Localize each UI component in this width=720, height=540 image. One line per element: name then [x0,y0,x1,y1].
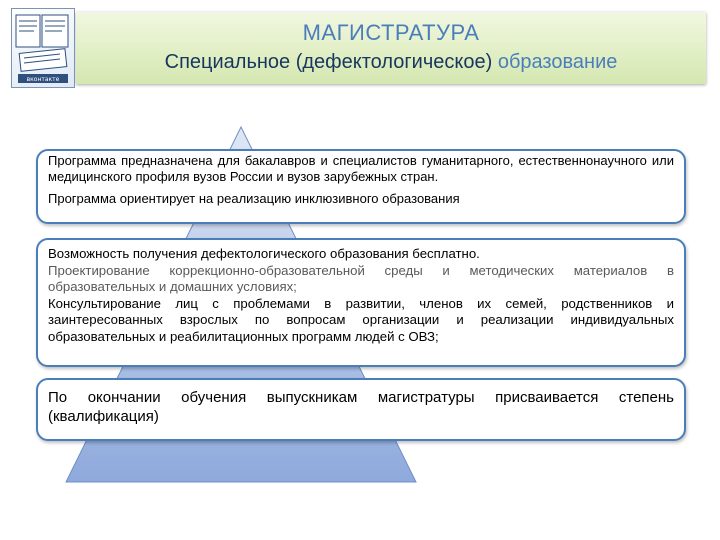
program-audience-text: Программа предназначена для бакалавров и специалистов гуманитарного, естественнонаучного или медицинского профиля вузов России и вузов зарубежных стран. [48,153,674,185]
qualification-text: По окончании обучения выпускникам магистратуры присваивается степень (квалификация) [48,389,674,425]
program-description-box [36,149,686,224]
qualification-box [36,378,686,441]
page-title: МАГИСТРАТУРА [302,20,480,45]
subtitle-light-part: образование [497,51,618,73]
subtitle-dark-part: Специальное (дефектологическое) [164,51,493,73]
feature-free-education: Возможность получения дефектологического образования бесплатно. [48,246,480,261]
program-features-box [36,238,686,367]
feature-design-environment: Проектирование коррекционно-образовательной среды и методических материалов в образовательных и домашних условиях; [48,262,674,294]
feature-consulting: Консультирование лиц с проблемами в развитии, членов их семей, родственников и заинтересованных взрослых по вопросам организации и реализации индивидуальных образовательных и реабилитационных программ людей с ОВЗ; [48,295,674,344]
program-focus-text: Программа ориентирует на реализацию инклюзивного образования [48,190,460,206]
logo-caption: вконтакте [26,76,60,83]
